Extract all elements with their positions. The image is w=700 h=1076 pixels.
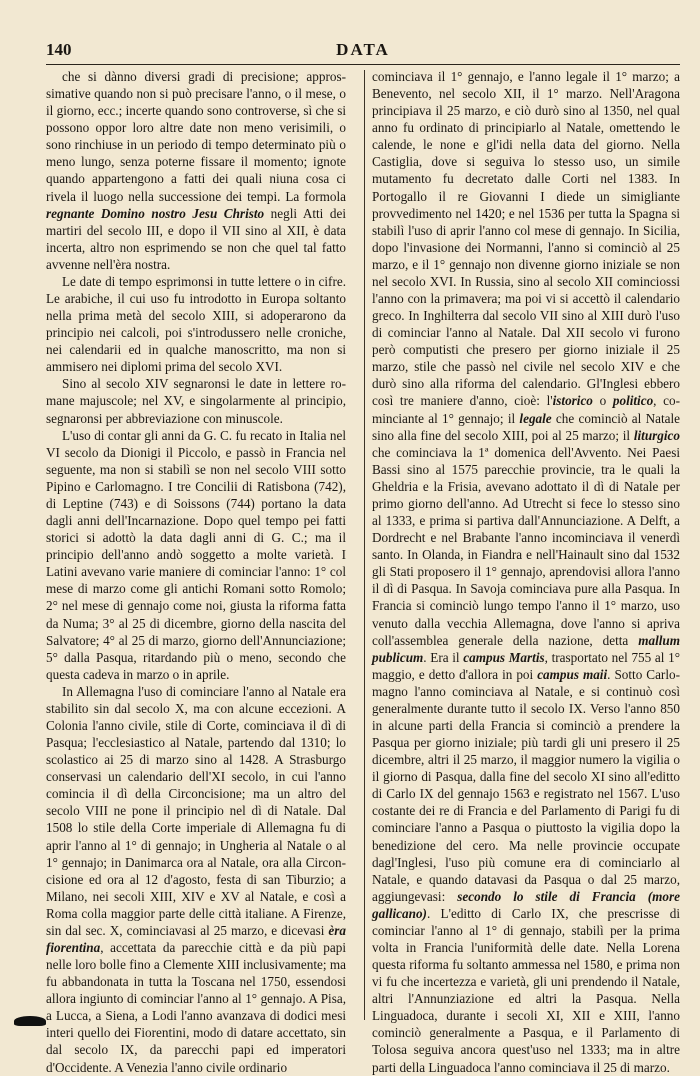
paragraph xyxy=(372,68,680,1076)
text-run: , cominciante al 1° gennajo; il xyxy=(372,393,681,426)
emphasized-text: istorico xyxy=(552,393,593,409)
emphasized-text: liturgico xyxy=(633,427,680,443)
column-divider xyxy=(364,70,365,1020)
text-run: . Sotto Carlomagno l'anno cominciava al Natale, e si continuò così generalmente durante tutto il secolo IX. Verso l'anno 850 in alcune parti della Francia si cominciò a prendere la Pasqua per giorno iniziale; più tardi gli uni presero il 25 dicembre, altri il 25 marzo, il maggior numero la vigilia o il giorno di Pasqua, dalla fine del secolo XI sino all'editto di Carlo IX del gennajo 1563 e registrato nel 1567. L'uso costante dei re di Francia e del Parlamento di Parigi fu di cominciare l'anno a Pasqua o piuttosto la vigilia dopo la benedizione del cero. Ma nelle provincie occupate dagl'Inglesi, l'uso più comune era di cominciarlo al Natale, e quando datavasi da Pasqua o dal 25 marzo, aggiungevasi: xyxy=(372,666,680,904)
text-run: . L'editto di Carlo IX, che prescrisse di cominciar l'anno al 1° di gennajo, stabilì per la prima volta in Francia l'uniformità delle date. Nella Lorena questa riforma fu soltanto ammessa nel 1580, e prima non vi fu che incertezza e varietà, gli uni prendendo il Natale, altri l'Annunziazione ed altri la Pasqua. Nella Linguadoca, durante i secoli XI, XII e XIII, l'anno cominciò generalmente a Pasqua, e il Parlamento di Tolosa seguiva ancora quest'uso nel 1333; ma in altre parti della Linguadoca l'anno cominciava il 25 di marzo. xyxy=(372,905,680,1075)
text-run: , trasportato nel 755 al 1° maggio, e detto d'allora in poi xyxy=(372,649,680,682)
text-run: Le date di tempo esprimonsi in tutte lettere o in cifre. Le arabiche, il cui uso fu introdotto in Europa soltanto nella prima metà del secolo XIII, si adoperarono da principio nei calcoli, poi s'introdussero nelle croniche, nei calendarii ed in qualche manoscritto, ma non si ammisero nei diplomi prima del secolo XVI. xyxy=(46,273,346,375)
paragraph xyxy=(46,273,346,375)
text-run: o xyxy=(592,393,613,409)
text-run: cominciava il 1° gennajo, e l'anno legale il 1° marzo; a Benevento, nel secolo XII, il 1° marzo. Nell'Aragona principiava il 25 marzo, e ciò durò sino al 1350, nel qual anno fu ordinato di principiarlo al Natale, omettendo le calende, le none e gl'idi nella data del giorno. Nella Castiglia, dove si seguiva lo stesso uso, un simile mutamento fu decretato dalle Corti nel 1383. In Portogallo il re Giovanni I diede un simigliante provvedimento nel 1420; e nel 1536 per tutta la Spagna si stabilì l'uso di aprir l'anno col mese di gennajo. In Sicilia, dopo l'invasione dei Normanni, l'anno si cominciò al 25 marzo, e il 1° gennajo non divenne giorno iniziale se non nel secolo XVI. In Russia, sino al secolo XII cominciossi l'anno con la primavera; ma poi vi si accettò il calendario greco. In Inghilterra dal secolo VII sino al XIII durò l'uso di cominciar l'anno al Natale. Dal XII secolo vi furono però computisti che presero per giorno iniziale il 25 marzo, stile che passò nel civile nel secolo XIV e che durò sino alla riforma del calendario. Gl'Inglesi ebbero così tre maniere d'anno, cioè: l' xyxy=(372,69,680,409)
text-run: , accettata da parecchie città e da più papi nelle loro bolle fino a Clemente XIII inclusivamente; ma fu abbandonata in tutta la Toscana nel 1750, essendosi allora ingiunto di cominciar l'anno al 1° gennajo. A Pisa, a Lucca, a Siena, a Lodi l'anno avanzava di dodici mesi interi quello dei Fiorentini, modo di datare accettato, sin dal secolo IX, da parecchi papi ed imperatori d'Occidente. A Venezia l'anno civile ordinario xyxy=(46,939,346,1075)
left-column xyxy=(46,68,346,1076)
emphasized-text: regnante Domino nostro Jesu Christo xyxy=(46,205,265,221)
text-run: che cominciò al Natale sino alla fine del secolo XIII, poi al 25 marzo; il xyxy=(372,410,680,443)
emphasized-text: mallum publicum xyxy=(372,632,680,665)
paragraph xyxy=(46,375,346,426)
text-run: che cominciava la 1ª domenica dell'Avvento. Nei Paesi Bassi sino al 1575 parecchie provincie, tra le quali la Gheldria e la Frisia, avevano adottato il dì di Natale per primo giorno dell'anno. Ad Utrecht si fece lo stesso sino al 1333, e prima si partiva dall'Annunciazione. A Delft, a Dordrecht e nel Brabante l'anno incominciava il venerdì santo. In Olanda, in Fiandra e nell'Hainault sino dal 1532 gli Stati proposero il 1° gennajo, aprendovisi allora l'anno il dì di Pasqua. In Savoja cominciava pure alla Pasqua. In Francia si cominciò lungo tempo l'anno il 1° marzo, uso venuto dalla vecchia Allemagna, dove l'anno si apriva coll'assemblea generale della nazione, detta xyxy=(372,444,680,648)
emphasized-text: legale xyxy=(519,410,552,426)
text-run: L'uso di contar gli anni da G. C. fu recato in Italia nel VI secolo da Dionigi il Piccolo, e passò in Francia nel seguente, ma non si stabilì se non nel secolo VIII sotto Pipino e Carlomagno. I tre Concilii di Ratisbona (742), di Leptine (743) e di Soissons (744) portano la data dagli anni dell'Incarnazione. Dopo quel tempo pei fatti storici si adottò la data dagli anni di G. C.; ma il principio dell'anno andò soggetto a molte varietà. I Latini avevano varie maniere di cominciar l'anno: 1° col mese di marzo come gli antichi Romani sotto Romolo; 2° nel mese di gennajo come noi, giusta la riforma fatta da Numa; 3° al 25 di dicembre, giorno della nascita del Salvatore; 4° al 25 di marzo, giorno dell'Annunciazione; 5° dalla Pasqua, ritardando più o meno, secondo che questa cadeva in marzo o in aprile. xyxy=(46,427,346,682)
paragraph xyxy=(46,68,346,273)
header-rule xyxy=(46,64,680,65)
emphasized-text: campus maii xyxy=(537,666,608,682)
right-column xyxy=(372,68,680,1076)
ink-smudge xyxy=(14,1016,46,1026)
emphasized-text: èra fiorentina xyxy=(46,922,346,955)
page-number: 140 xyxy=(46,40,72,59)
text-run: Sino al secolo XIV segnaronsi le date in lettere romane majuscole; nel XV, e singolarmente al principio, segnaronsi per abbreviazione con minuscole. xyxy=(46,376,346,426)
emphasized-text: campus Martis xyxy=(463,649,545,665)
running-title: DATA xyxy=(336,40,390,59)
text-run: . Era il xyxy=(423,649,464,665)
page-header xyxy=(46,40,680,60)
text-run: In Allemagna l'uso di cominciare l'anno al Natale era stabilito sin dal secolo X, ma con alcune eccezioni. A Colonia l'anno civile, stile di Corte, cominciava il dì di Pasqua; l'ecclesiastico al Natale, partendo dal 1310; lo scolastico ai 25 di marzo sino al 1428. A Strasburgo conservasi un calendario dell'XI secolo, in cui l'anno comincia il dì della Circoncisione; ma un altro del secolo VIII ne pone il principio nel dì di Natale. Dal 1508 lo stile della Corte imperiale di Allemagna fu di aprir l'anno al 1° di gennajo; in Ungheria al Natale o al 1° gennajo; in Danimarca ora al Natale, ora alla Circoncisione ed ora al 12 d'agosto, festa di san Tiburzio; a Milano, nei secoli XIII, XIV e XV al Natale, e così a Roma colla maggior parte delle città italiane. A Firenze, sin dal sec. X, cominciavasi al 25 marzo, e dicevasi xyxy=(46,683,346,938)
text-run: negli Atti dei martiri del secolo III, e dopo il VII sino al XII, è data incerta, altro non esprimendo se non che quel tal fatto avvenne nell'èra nostra. xyxy=(46,205,346,272)
paragraph xyxy=(46,683,346,1076)
emphasized-text: politico xyxy=(612,393,654,409)
emphasized-text: secondo lo stile di Francia (more gallicano) xyxy=(372,888,680,921)
text-run: che si dànno diversi gradi di precisione; approssimative quando non si può precisare l'anno, o il mese, o il giorno, ecc.; incerte quando sono controverse, sì che si possono oppor loro altre date non meno verisimili, o sono rinchiuse in un periodo di tempo determinato più o meno lungo, senza poterne fissare il momento; ignote quando appartengono a fatti dei quali niuna cosa ci rivela il luogo nella successione dei tempi. La formola xyxy=(46,69,346,204)
paragraph xyxy=(46,427,346,683)
